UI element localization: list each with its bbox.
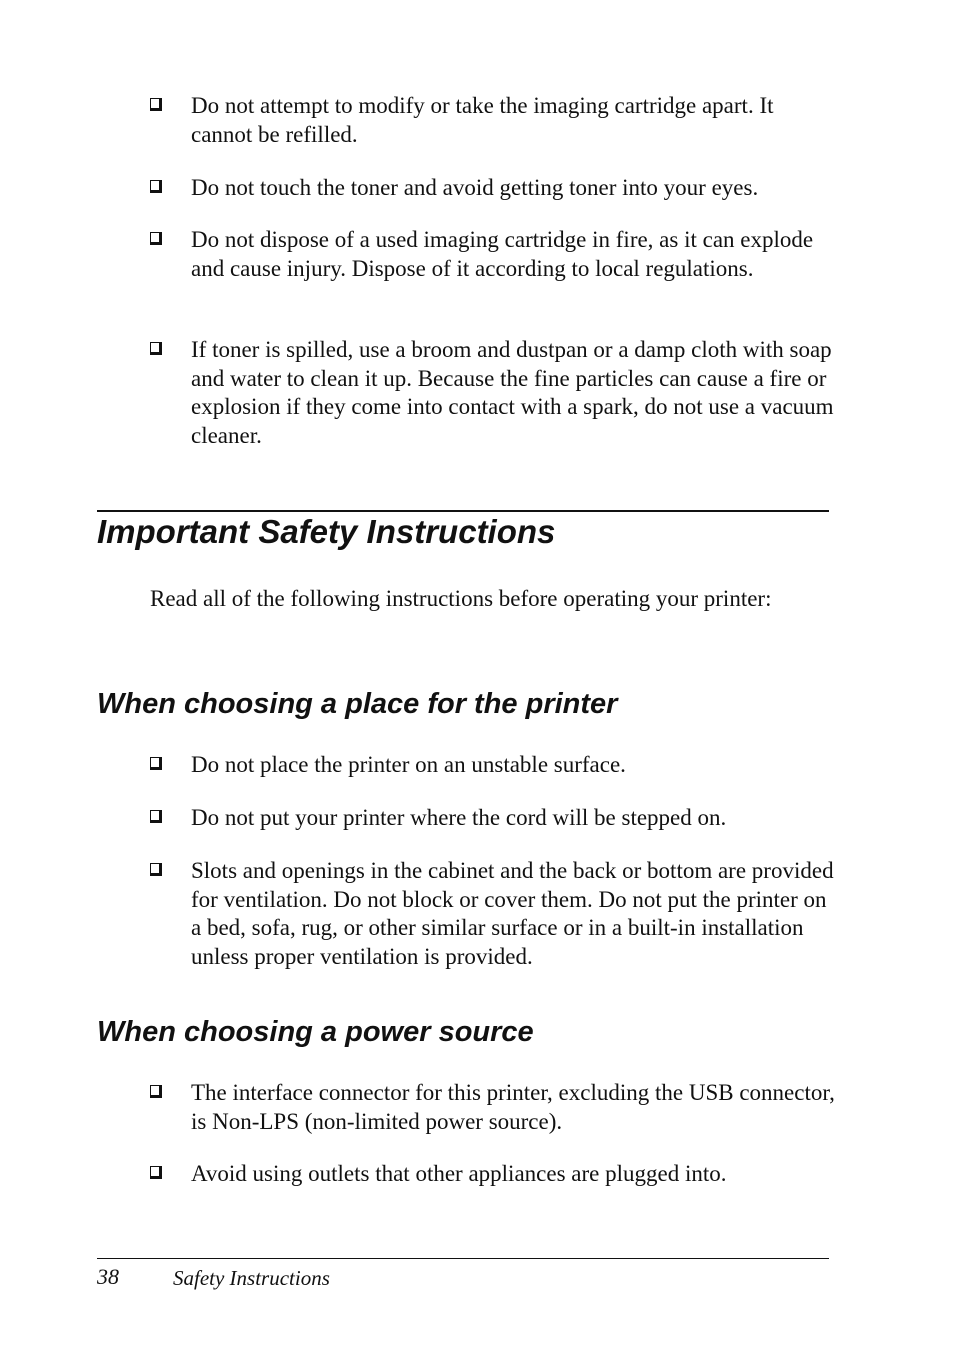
page-number: 38 [97,1264,119,1289]
section-intro: Read all of the following instructions before operating your printer: [150,586,772,611]
list-item-text: Do not put your printer where the cord will be stepped on. [191,805,727,830]
list-item-text: The interface connector for this printer, excluding the USB connector, is Non-LPS (non-limited power source). [191,1080,835,1134]
list-item [150,1160,840,1189]
footer-chapter-title: Safety Instructions [173,1266,330,1290]
list-item-text: Do not attempt to modify or take the imaging cartridge apart. It cannot be refilled. [191,93,774,147]
checkbox-bullet-icon [150,180,162,193]
list-item [150,1079,840,1136]
list-item [150,336,840,450]
section-title: Important Safety Instructions [97,513,556,550]
list-item-text: Do not dispose of a used imaging cartridge in fire, as it can explode and cause injury. Dispose of it according to local regulations. [191,227,814,281]
subsection-title-power: When choosing a power source [97,1016,534,1048]
list-item [150,804,840,833]
checkbox-bullet-icon [150,98,162,111]
checkbox-bullet-icon [150,342,162,355]
list-item-text: Avoid using outlets that other appliances are plugged into. [191,1161,727,1186]
footer-divider [97,1258,829,1259]
checkbox-bullet-icon [150,1166,162,1179]
checkbox-bullet-icon [150,757,162,770]
list-item [150,857,840,971]
list-item [150,751,840,780]
list-item-text: Do not place the printer on an unstable surface. [191,752,626,777]
list-item-text: If toner is spilled, use a broom and dustpan or a damp cloth with soap and water to clean it up. Because the fine particles can cause a fire or explosion if they come into contact with a spark, do not use a vacuum cleaner. [191,337,834,448]
subsection-title-place: When choosing a place for the printer [97,688,618,720]
list-item-text: Slots and openings in the cabinet and the back or bottom are provided for ventilation. Do not block or cover them. Do not put the printer on a bed, sofa, rug, or other similar surface or in a built-in installation unless proper ventilation is provided. [191,858,834,969]
list-item [150,92,840,149]
checkbox-bullet-icon [150,1085,162,1098]
checkbox-bullet-icon [150,863,162,876]
list-item [150,226,840,283]
list-item-text: Do not touch the toner and avoid getting toner into your eyes. [191,175,759,200]
checkbox-bullet-icon [150,810,162,823]
checkbox-bullet-icon [150,232,162,245]
list-item [150,174,840,203]
